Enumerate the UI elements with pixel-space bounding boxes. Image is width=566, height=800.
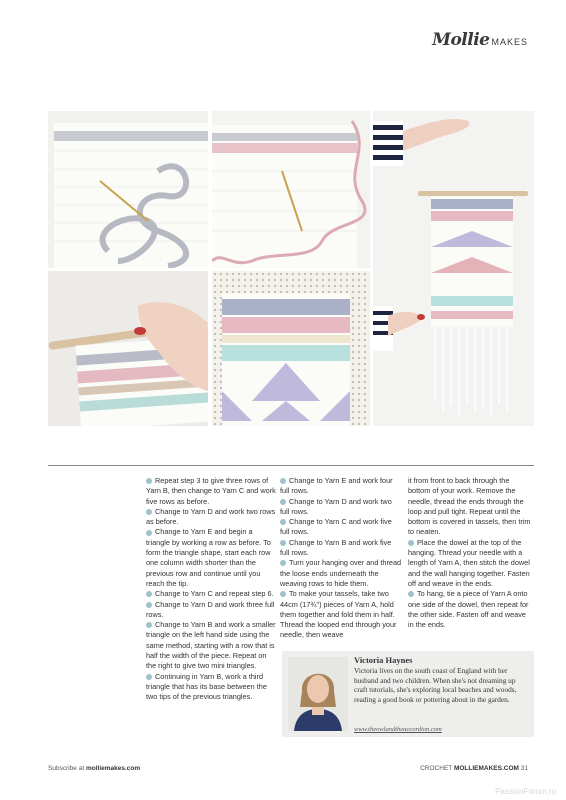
step-item: Place the dowel at the top of the hanging. Thread your needle with a length of Yarn A, then stitch the dowel and the wall hanging together. Fasten off and weave in the ends. xyxy=(408,537,530,588)
step-item: Change to Yarn E and work four full rows. xyxy=(280,476,393,496)
step-item: Change to Yarn D and work two full rows. xyxy=(280,496,392,516)
watermark-text: PassionForum.ru xyxy=(495,787,556,796)
step-item: Turn your hanging over and thread the loose ends underneath the weaving rows to hide them. xyxy=(280,558,402,588)
footer-subscribe xyxy=(48,765,140,772)
step-number-icon xyxy=(146,509,152,515)
step-item: Change to Yarn B and work five full rows. xyxy=(280,537,392,558)
designer-name: Victoria Haynes xyxy=(354,655,413,665)
designer-bio-box xyxy=(282,651,534,737)
instructions-column-2 xyxy=(280,476,402,641)
brand-makes: MAKES xyxy=(491,37,528,47)
subscribe-site-link[interactable]: molliemakes.com xyxy=(85,765,141,772)
instructions-column-1 xyxy=(146,476,276,703)
step-number-icon xyxy=(280,540,286,546)
footer-section: CROCHET xyxy=(420,765,453,772)
step-number-icon xyxy=(280,499,286,505)
step-number-icon xyxy=(146,602,152,608)
step-item: Change to Yarn D and work three full rows. xyxy=(146,599,275,619)
step-item: Repeat step 3 to give three rows of Yarn B, then change to Yarn C and work five rows as before. xyxy=(146,476,276,506)
photo-finished-wall-hanging xyxy=(373,111,534,426)
step-item: Change to Yarn D and work two rows as before. xyxy=(146,506,276,527)
section-divider xyxy=(48,465,534,466)
step-number-icon xyxy=(280,478,286,484)
photo-weaving-pink-yarn xyxy=(212,111,370,268)
step-number-icon xyxy=(146,622,152,628)
step-item: Continuing in Yarn B, work a third triangle that has its base between the two tips of the previous triangles. xyxy=(146,671,267,702)
designer-website-link[interactable]: www.theowlandtheaccordion.com xyxy=(354,726,442,733)
brand-logo xyxy=(432,30,528,50)
step-item: To make your tassels, take two 44cm (17¾") pieces of Yarn A, hold them together and fold them in half. Thread the looped end through your needle, then weave xyxy=(280,589,397,640)
step-number-icon xyxy=(280,519,286,525)
footer-page-info xyxy=(420,765,528,772)
step-item: Change to Yarn E and begin a triangle by working a row as before. To form the triangle shape, start each row one column width shorter than the previous row and continue until you reach the tip. xyxy=(146,527,271,588)
step-number-icon xyxy=(146,530,152,536)
instructions-column-3 xyxy=(408,476,532,630)
brand-script: Mollie xyxy=(432,30,490,50)
step-number-icon xyxy=(408,540,414,546)
step-item: Change to Yarn B and work a smaller triangle on the left hand side using the same method, starting with a row that is half the width of the piece. Repeat on the right to give two mini triangles. xyxy=(146,620,276,671)
photo-weaving-grey-yarn xyxy=(48,111,208,268)
step-number-icon xyxy=(146,674,152,680)
footer-site[interactable]: MOLLIEMAKES.COM xyxy=(453,765,519,772)
photo-hand-holding-weaving xyxy=(48,271,208,426)
step-item: Change to Yarn C and work five full rows. xyxy=(280,517,392,537)
designer-portrait xyxy=(288,657,348,731)
step-number-icon xyxy=(146,478,152,484)
step-number-icon xyxy=(280,591,286,597)
designer-description: Victoria lives on the south coast of England with her husband and two children. When she's not dreaming up craft tutorials, she's exploring local beaches and woods, reading a good book or pottering about in the garden. xyxy=(354,666,517,704)
subscribe-prefix: Subscribe at xyxy=(48,765,85,772)
step-item: Change to Yarn C and repeat step 6. xyxy=(146,589,276,599)
step-number-icon xyxy=(408,591,414,597)
photo-weaving-on-pegboard xyxy=(212,271,370,426)
step-item: it from front to back through the bottom of your work. Remove the needle, thread the ends through the loop and pull tight. Repeat until the bottom is covered in tassels, then trim to neaten. xyxy=(408,476,531,537)
step-item: To hang, tie a piece of Yarn A onto one side of the dowel, then repeat for the other side. Fasten off and weave in the ends. xyxy=(408,589,529,630)
step-number-icon xyxy=(146,591,152,597)
step-number-icon xyxy=(280,560,286,566)
page-number: 31 xyxy=(520,765,528,772)
